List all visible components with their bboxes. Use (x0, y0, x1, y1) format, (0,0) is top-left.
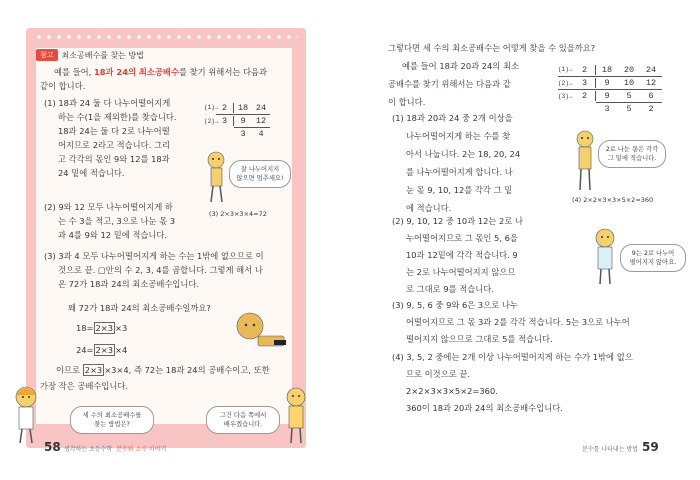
notebook-holes (34, 32, 298, 42)
reference-tag: 참고 (36, 49, 58, 61)
left-division-table: (1)→ 2 18 24 (2)→ 3 9 12 3 4 (204, 101, 270, 140)
left-bottom-speech-bubble: 세 수의 최소공배수를 찾는 방법은? (70, 406, 154, 434)
left-intro-line1: 예를 들어, 18과 24의 최소공배수를 찾기 위해서는 다음과 (54, 67, 268, 77)
right-bottom-speech-bubble: 그건 다음 쪽에서 배우겠습니다. (206, 406, 280, 434)
equation-24: 24= 2×3 ×4 (76, 345, 128, 355)
right-division-table: (1)→ 2 18 20 24 (2)→ 3 9 10 12 (3)→ 2 9 5 6 3 5 2 (558, 63, 662, 115)
right-speech-bubble-2: 9는 2로 나누어 떨어지지 않아요. (620, 244, 686, 272)
boy-character-illustration (202, 150, 232, 209)
left-conclusion-line2: 가장 작은 공배수입니다. (40, 381, 129, 391)
right-footer: 분수를 나타내는 방법 (582, 446, 638, 453)
book-spread: 참고 최소공배수를 찾는 방법 예를 들어, 18과 24의 최소공배수를 찾기 위해서는 다음과 같이 합니다. (1) 18과 24 둘 다 나누어떨어지게 하는 수(1을 제외한)를 찾습니다. 18과 24는 둘 다 2로 나누어떨 어지므로 2라고 적습니다. 그리 고 각각의 몫인 9와 12를 18과 24 밑에 적습니다. (1)→ 2 18 24 (2)→ 3 9 12 3 4 (3) 2×3×3×4=72 잘 나누어지지 않으면 멈추세요! (2) 9와 12 모두 나누어떨어지게 하 는 수 3을 적고, 3으로 나눈 몫 3 과 4를 9와 12 밑에 적습니다. (3) 3과 4 모두 나누어떨어지게 하는 수는 1밖에 없으므로 이 것으로 끝. ▢안의 수 2, 3, 4를 곱합니다. 그렇게 해서 나 온 72가 18과 24의 최소공배수입니다. 왜 72가 18과 24의 최소공배수일까요? 18= 2×3 ×3 24= 2×3 ×4 이므로 2×3 ×3×4, 즉 72는 18과 24의 공배수이고, 또한 가장 작은 공배수입니다. 세 수의 최소공배수를 찾는 방법은? 그건 다음 쪽에서 배우겠습니다. 58 생각하는 초등수학 분수와 소수 이야기 그렇다면 세 수의 최소공배수는 어떻게 찾을 수 있을까요? 예를 들어 18과 20과 24의 최소 공배수를 찾기 위해서는 다음과 같 이 합니다. (1)→ 2 18 20 24 (2)→ 3 9 10 12 (3)→ 2 9 5 6 3 5 2 2로 나눈 몫은 각각 그 밑에 적습니다. (4) 2×2×3×3×5×2=360 (1) 18과 20과 24 중 2개 이상을 나누어떨어지게 하는 수를 찾 아서 나눕니다. 2는 18, 20, 24 를 나누어떨어지게 합니다. 나 눈 몫 9, 10, 12를 각각 그 밑 에 적습니다. (2) 9, 10, 12 중 10과 12는 2로 나 누어떨어지므로 그 몫인 5, 6을 10과 12밑에 각각 적습니다. 9 는 2로 나누어떨어지지 않으므 로 그대로 9를 적습니다. 9는 2로 나누어 떨어지지 않아요. (3) 9, 5, 6 중 9와 6은 3으로 나누 어떨어지므로 그 몫 3과 2를 각각 적습니다. 5는 3으로 나누어 떨어지지 않으므로 그대로 5를 적습니다. (4) 3, 5, 2 중에는 2개 이상 나누어떨어지게 하는 수가 1밖에 없으 므로 이것으로 끝. 2×2×3×3×5×2=360. 360이 18과 20과 24의 최소공배수입니다. 분수를 나타내는 방법 59 (0, 0, 700, 480)
left-intro-line2: 같이 합니다. (40, 81, 86, 91)
left-footer: 생각하는 초등수학 분수와 소수 이야기 (64, 446, 167, 453)
left-header (36, 48, 144, 62)
right-speech-bubble-1: 2로 나눈 몫은 각각 그 밑에 적습니다. (598, 140, 666, 168)
left-bottom-character (10, 385, 44, 449)
right-page-number: 59 (642, 440, 659, 454)
left-conclusion-line1: 이므로 2×3 ×3×4, 즉 72는 18과 24의 공배수이고, 또한 (56, 365, 270, 375)
girl-character-illustration (232, 310, 290, 356)
right-question: 그렇다면 세 수의 최소공배수는 어떻게 찾을 수 있을까요? (388, 43, 596, 53)
right-table-note: (4) 2×2×3×3×5×2=360 (572, 196, 654, 204)
top-speech-bubble: 잘 나누어지지 않으면 멈추세요! (229, 160, 291, 188)
left-page-number: 58 (44, 440, 61, 454)
section-title: 최소공배수를 찾는 방법 (61, 50, 144, 60)
right-boy-character (572, 128, 598, 196)
left-table-note: (3) 2×3×3×4=72 (209, 210, 267, 218)
girl-thinking-character (590, 226, 620, 290)
equation-18: 18= 2×3 ×3 (76, 323, 128, 333)
left-question: 왜 72가 18과 24의 최소공배수일까요? (68, 303, 211, 313)
right-bottom-character (282, 385, 310, 449)
